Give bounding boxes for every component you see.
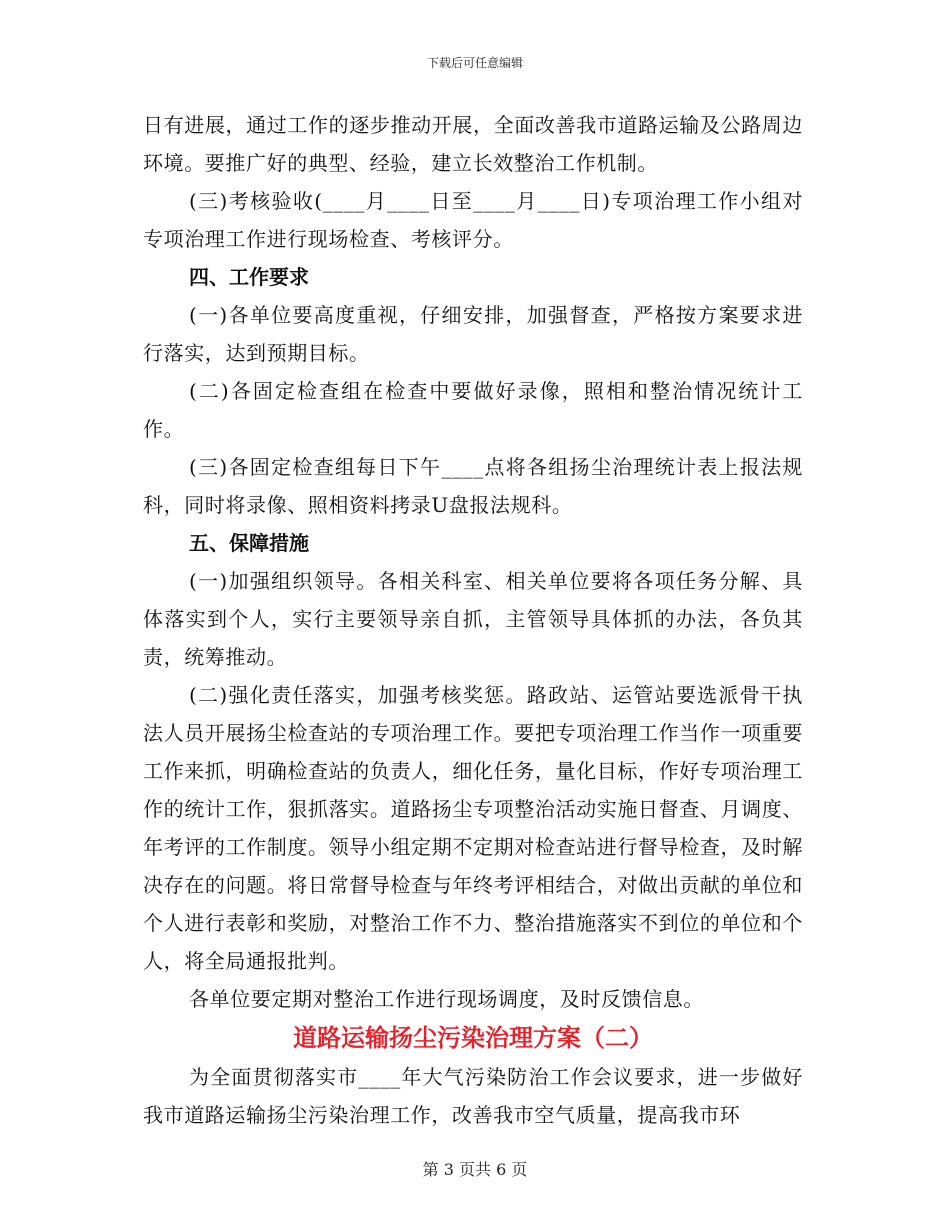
paragraph-requirement-2: (二)各固定检查组在检查中要做好录像，照相和整治情况统计工作。	[143, 379, 803, 441]
paragraph-safeguard-1: (一)加强组织领导。各相关科室、相关单位要将各项任务分解、具体落实到个人，实行主要领导亲自抓，主管领导具体抓的办法，各负其责，统筹推动。	[143, 569, 803, 669]
paragraph-closing: 各单位要定期对整治工作进行现场调度，及时反馈信息。	[189, 987, 704, 1011]
paragraph-requirement-1: (一)各单位要高度重视，仔细安排，加强督查，严格按方案要求进行落实，达到预期目标。	[143, 303, 803, 365]
section-heading-work-requirements: 四、工作要求	[189, 265, 309, 289]
paragraph-requirement-3: (三)各固定检查组每日下午____点将各组扬尘治理统计表上报法规科，同时将录像、照相资料拷录U盘报法规科。	[143, 455, 803, 517]
paragraph-intro: 为全面贯彻落实市____年大气污染防治工作会议要求，进一步做好我市道路运输扬尘污染治理工作，改善我市空气质量，提高我市环	[143, 1065, 803, 1127]
paragraph-assessment: (三)考核验收(____月____日至____月____日)专项治理工作小组对专项治理工作进行现场检查、考核评分。	[143, 189, 803, 251]
paragraph-continuation: 日有进展，通过工作的逐步推动开展，全面改善我市道路运输及公路周边环境。要推广好的典型、经验，建立长效整治工作机制。	[143, 113, 803, 175]
page-footer: 第 3 页共 6 页	[422, 1160, 528, 1179]
section-heading-safeguards: 五、保障措施	[189, 531, 309, 555]
paragraph-safeguard-2: (二)强化责任落实，加强考核奖惩。路政站、运管站要选派骨干执法人员开展扬尘检查站的专项治理工作。要把专项治理工作当作一项重要工作来抓，明确检查站的负责人，细化任务，量化目标，作好专项治理工作的统计工作，狠抓落实。道路扬尘专项整治活动实施日督查、月调度、年考评的工作制度。领导小组定期不定期对检查站进行督导检查，及时解决存在的问题。将日常督导检查与年终考评相结合，对做出贡献的单位和个人进行表彰和奖励，对整治工作不力、整治措施落实不到位的单位和个人，将全局通报批判。	[143, 683, 803, 973]
document-title: 道路运输扬尘污染治理方案（二）	[293, 1023, 653, 1052]
document-body	[143, 106, 803, 1134]
page-header: 下载后可任意编辑	[426, 56, 523, 70]
